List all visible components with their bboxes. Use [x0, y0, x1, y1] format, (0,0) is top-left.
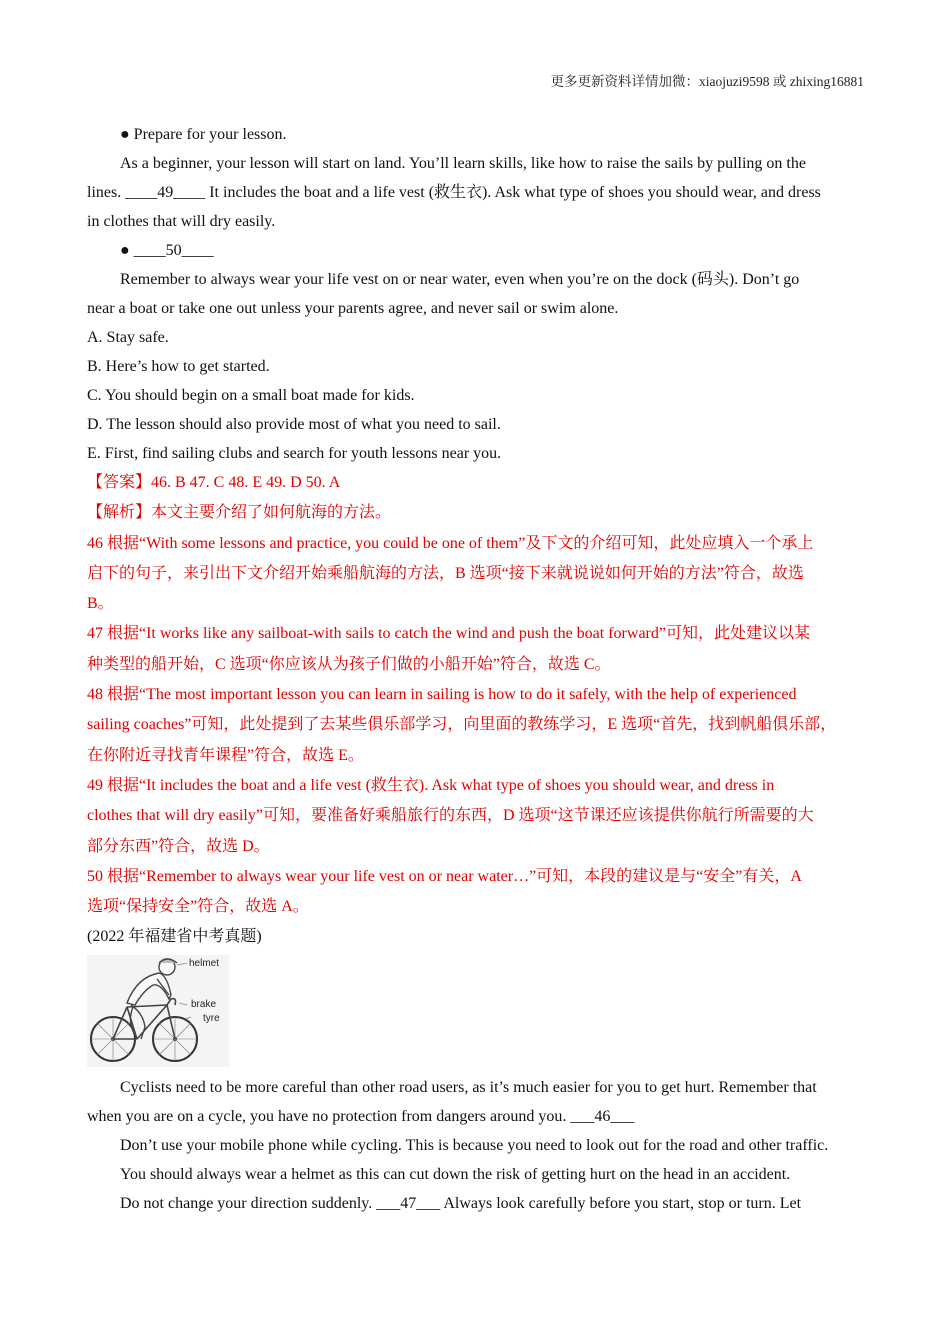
- analysis-line: sailing coaches”可知，此处提到了去某些俱乐部学习，向里面的教练学习，E 选项“首先，找到帆船俱乐部，: [87, 716, 837, 734]
- option-a: A. Stay safe.: [87, 329, 169, 346]
- document-body: [87, 120, 873, 1218]
- cyclist-drawing: [87, 955, 229, 1067]
- paragraph-line: As a beginner, your lesson will start on land. You’ll learn skills, like how to raise the sails by pulling on the: [120, 155, 806, 172]
- source-note: (2022 年福建省中考真题): [87, 928, 262, 946]
- paragraph-line: Cyclists need to be more careful than other road users, as it’s much easier for you to get hurt. Remember that: [120, 1079, 817, 1097]
- label-brake: brake: [191, 999, 217, 1011]
- analysis-line: 50 根据“Remember to always wear your life vest on or near water…”可知，本段的建议是与“安全”有关，A: [87, 867, 802, 885]
- page-header: 更多更新资料详情加微：xiaojuzi9598 或 zhixing16881: [550, 74, 864, 89]
- option-e: E. First, find sailing clubs and search for youth lessons near you.: [87, 445, 502, 462]
- analysis-line: 在你附近寻找青年课程”符合，故选 E。: [87, 746, 364, 764]
- analysis-line: 选项“保持安全”符合，故选 A。: [87, 898, 309, 916]
- analysis-line: 49 根据“It includes the boat and a life vest (救生衣). Ask what type of shoes you should wear, and dress in: [87, 776, 775, 794]
- paragraph-line: near a boat or take one out unless your parents agree, and never sail or swim alone.: [87, 300, 619, 317]
- paragraph-line: lines. ____49____ It includes the boat and a life vest (救生衣). Ask what type of shoes you should wear, and dress: [87, 184, 821, 201]
- analysis-summary: 【解析】本文主要介绍了如何航海的方法。: [87, 504, 392, 522]
- label-helmet: helmet: [189, 958, 220, 970]
- answer-line: 【答案】46. B 47. C 48. E 49. D 50. A: [87, 474, 341, 491]
- paragraph-line: Remember to always wear your life vest on or near water, even when you’re on the dock (码头). Don’t go: [120, 271, 800, 288]
- analysis-line: 部分东西”符合，故选 D。: [87, 837, 270, 855]
- cyclist-illustration: [87, 955, 229, 1067]
- option-b: B. Here’s how to get started.: [87, 358, 270, 375]
- bullet-prepare: ● Prepare for your lesson.: [120, 126, 287, 143]
- paragraph-line: in clothes that will dry easily.: [87, 213, 276, 230]
- passage-two: [87, 1073, 873, 1218]
- paragraph-line: You should always wear a helmet as this can cut down the risk of getting hurt on the head in an accident.: [120, 1166, 791, 1184]
- analysis-line: 种类型的船开始，C 选项“你应该从为孩子们做的小船开始”符合，故选 C。: [87, 655, 611, 673]
- paragraph-line: when you are on a cycle, you have no protection from dangers around you. ___46___: [87, 1108, 635, 1126]
- analysis-line: B。: [87, 595, 114, 613]
- analysis-line: 47 根据“It works like any sailboat-with sails to catch the wind and push the boat forward”可知，此处建议以某: [87, 625, 810, 643]
- analysis-line: 启下的句子，来引出下文介绍开始乘船航海的方法，B 选项“接下来就说说如何开始的方法”符合，故选: [87, 564, 804, 582]
- option-d: D. The lesson should also provide most of what you need to sail.: [87, 416, 501, 433]
- answer-analysis: [87, 468, 873, 922]
- analysis-line: 46 根据“With some lessons and practice, you could be one of them”及下文的介绍可知，此处应填入一个承上: [87, 534, 814, 552]
- option-c: C. You should begin on a small boat made for kids.: [87, 387, 415, 404]
- analysis-line: clothes that will dry easily”可知，要准备好乘船旅行的东西，D 选项“这节课还应该提供你航行所需要的大: [87, 807, 814, 825]
- label-tyre: tyre: [203, 1013, 220, 1025]
- paragraph-line: Do not change your direction suddenly. ___47___ Always look carefully before you start, stop or turn. Let: [120, 1195, 802, 1213]
- analysis-line: 48 根据“The most important lesson you can learn in sailing is how to do it safely, with the help of experienced: [87, 686, 797, 704]
- bullet-50: ● ____50____: [120, 242, 214, 259]
- paragraph-line: Don’t use your mobile phone while cycling. This is because you need to look out for the road and other traffic.: [120, 1137, 829, 1155]
